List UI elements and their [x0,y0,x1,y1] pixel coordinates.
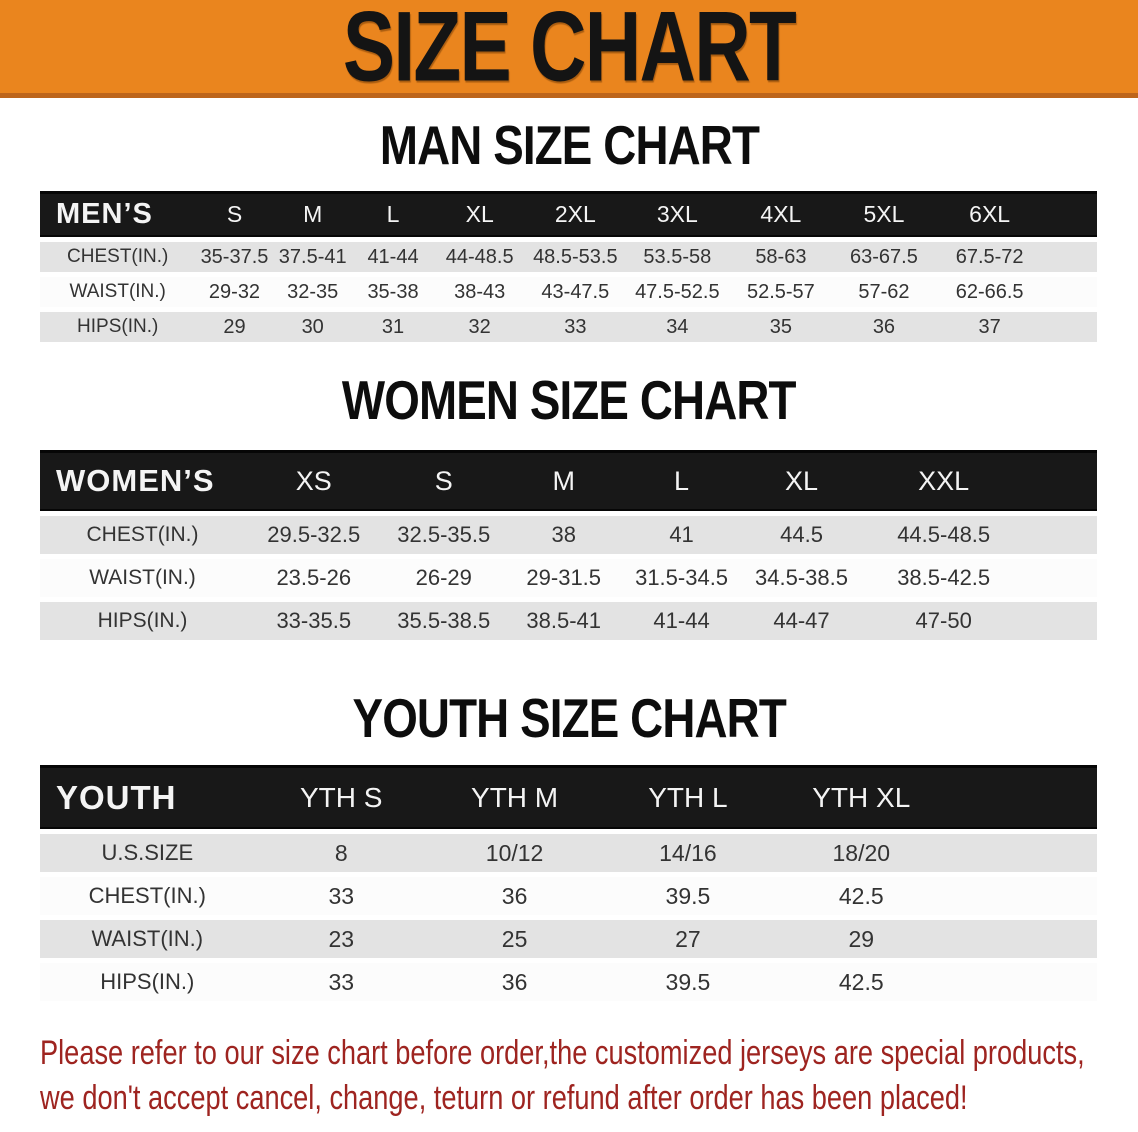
size-value-cell: 62-66.5 [935,277,1044,307]
size-value-cell: 44-47 [741,602,863,640]
row-label: HIPS(IN.) [40,312,195,342]
size-value-cell: 36 [833,312,936,342]
size-column-header: YTH L [601,765,774,829]
men-section-title-text: MAN SIZE CHART [379,115,759,177]
size-value-cell: 31 [352,312,434,342]
size-value-cell: 32.5-35.5 [382,516,505,554]
men-size-table [40,186,1097,347]
size-value-cell: 37.5-41 [274,242,352,272]
size-value-cell: 36 [428,877,601,915]
size-value-cell: 41-44 [622,602,740,640]
youth-waist-row [40,920,1097,958]
size-value-cell: 57-62 [833,277,936,307]
size-value-cell: 23.5-26 [245,559,382,597]
size-value-cell: 37 [935,312,1044,342]
filler-cell [1044,242,1097,272]
footer-note-line-2: we don't accept cancel, change, teturn or refund after order has been placed! [40,1079,968,1117]
row-label: WAIST(IN.) [40,559,245,597]
youth-ussize-row [40,834,1097,872]
size-value-cell: 33-35.5 [245,602,382,640]
size-column-header: 5XL [833,191,936,237]
row-label: WAIST(IN.) [40,277,195,307]
size-column-header: M [505,450,622,511]
size-column-header: L [622,450,740,511]
size-column-header: 3XL [626,191,730,237]
size-value-cell: 44.5 [741,516,863,554]
size-column-header: L [352,191,434,237]
size-column-header: XXL [862,450,1025,511]
size-value-cell: 43-47.5 [525,277,625,307]
size-value-cell: 39.5 [601,877,774,915]
size-value-cell: 38-43 [434,277,525,307]
row-label: CHEST(IN.) [40,877,255,915]
women-section-title-text: WOMEN SIZE CHART [342,370,796,432]
footer-note-line-1: Please refer to our size chart before order,the customized jerseys are special products, [40,1034,1085,1072]
size-value-cell: 44.5-48.5 [862,516,1025,554]
size-value-cell: 39.5 [601,963,774,1001]
size-value-cell: 67.5-72 [935,242,1044,272]
size-column-header: XL [741,450,863,511]
size-value-cell: 35-38 [352,277,434,307]
filler-cell [1044,312,1097,342]
filler-cell [948,920,1097,958]
filler-cell [1025,602,1097,640]
size-value-cell: 53.5-58 [626,242,730,272]
men-chest-row [40,242,1097,272]
size-value-cell: 58-63 [729,242,833,272]
size-value-cell: 29 [775,920,948,958]
size-value-cell: 8 [255,834,428,872]
youth-table-label: YOUTH [40,765,255,829]
row-label: HIPS(IN.) [40,963,255,1001]
size-value-cell: 29.5-32.5 [245,516,382,554]
size-value-cell: 32-35 [274,277,352,307]
row-label: CHEST(IN.) [40,242,195,272]
size-value-cell: 26-29 [382,559,505,597]
size-value-cell: 33 [255,877,428,915]
women-size-table [40,445,1097,645]
size-column-header: YTH S [255,765,428,829]
youth-hips-row [40,963,1097,1001]
women-section-title [0,370,1138,432]
size-column-header: 2XL [525,191,625,237]
row-label: U.S.SIZE [40,834,255,872]
size-value-cell: 32 [434,312,525,342]
size-column-header: XL [434,191,525,237]
filler-cell [948,834,1097,872]
youth-chest-row [40,877,1097,915]
men-hips-row [40,312,1097,342]
size-column-header: M [274,191,352,237]
row-label: CHEST(IN.) [40,516,245,554]
size-value-cell: 41 [622,516,740,554]
size-value-cell: 35 [729,312,833,342]
filler-cell [1044,191,1097,237]
size-value-cell: 63-67.5 [833,242,936,272]
filler-cell [1025,450,1097,511]
size-column-header: S [195,191,273,237]
women-header-row [40,450,1097,511]
size-column-header: YTH XL [775,765,948,829]
size-value-cell: 10/12 [428,834,601,872]
women-hips-row [40,602,1097,640]
size-value-cell: 36 [428,963,601,1001]
youth-size-table [40,760,1097,1006]
size-column-header: YTH M [428,765,601,829]
size-value-cell: 18/20 [775,834,948,872]
filler-cell [1025,559,1097,597]
size-value-cell: 38.5-42.5 [862,559,1025,597]
filler-cell [1025,516,1097,554]
size-value-cell: 38.5-41 [505,602,622,640]
filler-cell [948,877,1097,915]
size-column-header: S [382,450,505,511]
size-value-cell: 35-37.5 [195,242,273,272]
men-section-title [0,115,1138,177]
women-chest-row [40,516,1097,554]
women-waist-row [40,559,1097,597]
size-value-cell: 34 [626,312,730,342]
row-label: HIPS(IN.) [40,602,245,640]
size-value-cell: 33 [525,312,625,342]
filler-cell [948,765,1097,829]
size-value-cell: 48.5-53.5 [525,242,625,272]
youth-section-title-text: YOUTH SIZE CHART [352,688,786,750]
youth-header-row [40,765,1097,829]
size-value-cell: 38 [505,516,622,554]
size-value-cell: 25 [428,920,601,958]
size-value-cell: 29-32 [195,277,273,307]
filler-cell [948,963,1097,1001]
size-value-cell: 34.5-38.5 [741,559,863,597]
row-label: WAIST(IN.) [40,920,255,958]
size-column-header: XS [245,450,382,511]
footer-note [40,1031,1138,1121]
size-value-cell: 52.5-57 [729,277,833,307]
men-waist-row [40,277,1097,307]
filler-cell [1044,277,1097,307]
size-column-header: 6XL [935,191,1044,237]
banner [0,0,1138,102]
size-value-cell: 44-48.5 [434,242,525,272]
size-value-cell: 35.5-38.5 [382,602,505,640]
size-value-cell: 47.5-52.5 [626,277,730,307]
size-value-cell: 30 [274,312,352,342]
size-value-cell: 42.5 [775,963,948,1001]
size-value-cell: 47-50 [862,602,1025,640]
youth-section-title [0,688,1138,750]
size-value-cell: 29 [195,312,273,342]
women-table-label: WOMEN’S [40,450,245,511]
size-value-cell: 31.5-34.5 [622,559,740,597]
size-value-cell: 41-44 [352,242,434,272]
men-table-label: MEN’S [40,191,195,237]
banner-title: SIZE CHART [342,0,796,102]
men-header-row [40,191,1097,237]
size-value-cell: 29-31.5 [505,559,622,597]
size-value-cell: 33 [255,963,428,1001]
size-value-cell: 27 [601,920,774,958]
size-column-header: 4XL [729,191,833,237]
size-value-cell: 42.5 [775,877,948,915]
size-value-cell: 14/16 [601,834,774,872]
size-value-cell: 23 [255,920,428,958]
